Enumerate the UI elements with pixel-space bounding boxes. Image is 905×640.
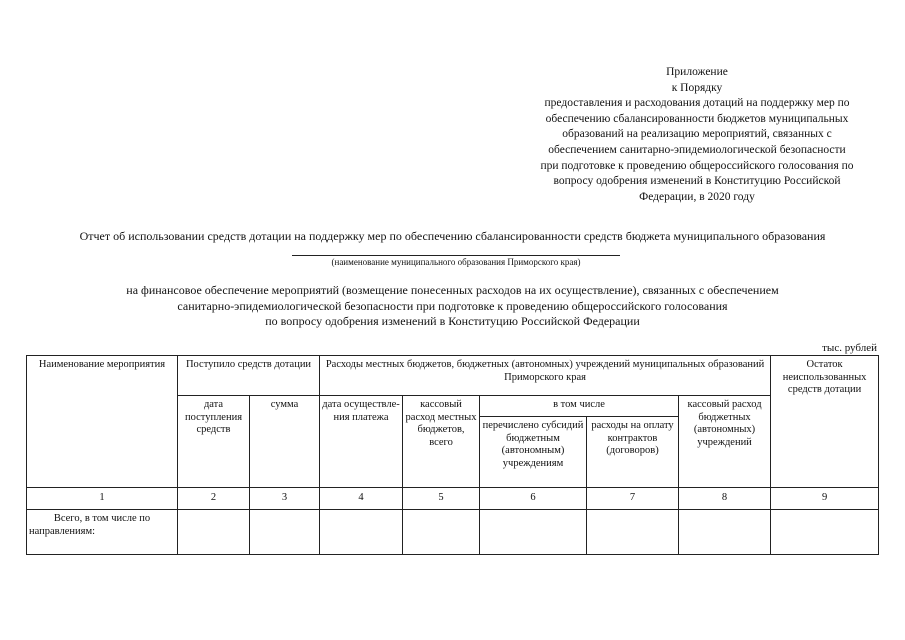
report-purpose [0,283,905,330]
empty-cell [320,510,403,555]
column-number: 7 [587,488,679,510]
empty-cell [587,510,679,555]
header-institutions-cash: кассовый расход бюджетных (автономных) учреждений [679,396,771,488]
report-title: Отчет об использовании средств дотации на поддержку мер по обеспечению сбалансированности средств бюджета муниципального образования [79,229,826,243]
units-label: тыс. рублей [822,342,877,354]
header-cash-total: кассовый расход местных бюджетов, всего [403,396,480,488]
empty-cell [480,510,587,555]
empty-cell [178,510,250,555]
empty-cell [403,510,480,555]
header-receipt-date: дата поступления средств [178,396,250,488]
appendix-line: при подготовке к проведению общероссийского голосования по [540,159,854,172]
column-number: 6 [480,488,587,510]
column-number: 2 [178,488,250,510]
appendix-line: предоставления и расходования дотаций на поддержку мер по [544,97,850,110]
empty-cell [771,510,879,555]
appendix-line: образований на реализацию мероприятий, связанных с [562,128,832,141]
header-including: в том числе [480,396,679,417]
purpose-line: по вопросу одобрения изменений в Конституцию Российской Федерации [265,314,640,328]
appendix-line: к Порядку [671,81,723,94]
appendix-line: обеспечению сбалансированности бюджетов муниципальных [545,112,849,125]
appendix-line: Федерации, в 2020 году [639,190,755,203]
column-number: 4 [320,488,403,510]
header-amount: сумма [250,396,320,488]
total-row-label: Всего, в том числе по направлениям: [27,510,178,555]
header-contract-payments: расходы на оплату контрактов (договоров) [587,417,679,488]
header-expenses: Расходы местных бюджетов, бюджетных (автономных) учреждений муниципальных образований Приморского края [320,356,771,396]
column-number: 5 [403,488,480,510]
column-number: 9 [771,488,879,510]
header-received: Поступило средств дотации [178,356,320,396]
purpose-line: на финансовое обеспечение мероприятий (возмещение понесенных расходов на их осуществление), связанных с обеспечением [126,283,779,297]
header-event-name: Наименование мероприятия [27,356,178,488]
header-payment-date: дата осуществле-ния платежа [320,396,403,488]
empty-cell [250,510,320,555]
appendix-block [516,65,878,205]
header-subsidies-transferred: перечислено субсидий бюджетным (автономным) учреждениям [480,417,587,488]
report-table [26,355,879,555]
appendix-line: вопросу одобрения изменений в Конституцию Российской [553,175,841,188]
table-row [27,510,879,555]
header-remainder: Остаток неиспользованных средств дотации [771,356,879,488]
column-number: 8 [679,488,771,510]
column-number: 3 [250,488,320,510]
appendix-line: Приложение [666,66,728,78]
appendix-line: обеспечением санитарно-эпидемиологической безопасности [548,143,846,156]
column-number: 1 [27,488,178,510]
municipality-fill-line [292,255,620,256]
municipality-caption: (наименование муниципального образования Приморского края) [331,257,581,267]
empty-cell [679,510,771,555]
purpose-line: санитарно-эпидемиологической безопасности при подготовке к проведению общероссийского голосования [177,298,728,313]
